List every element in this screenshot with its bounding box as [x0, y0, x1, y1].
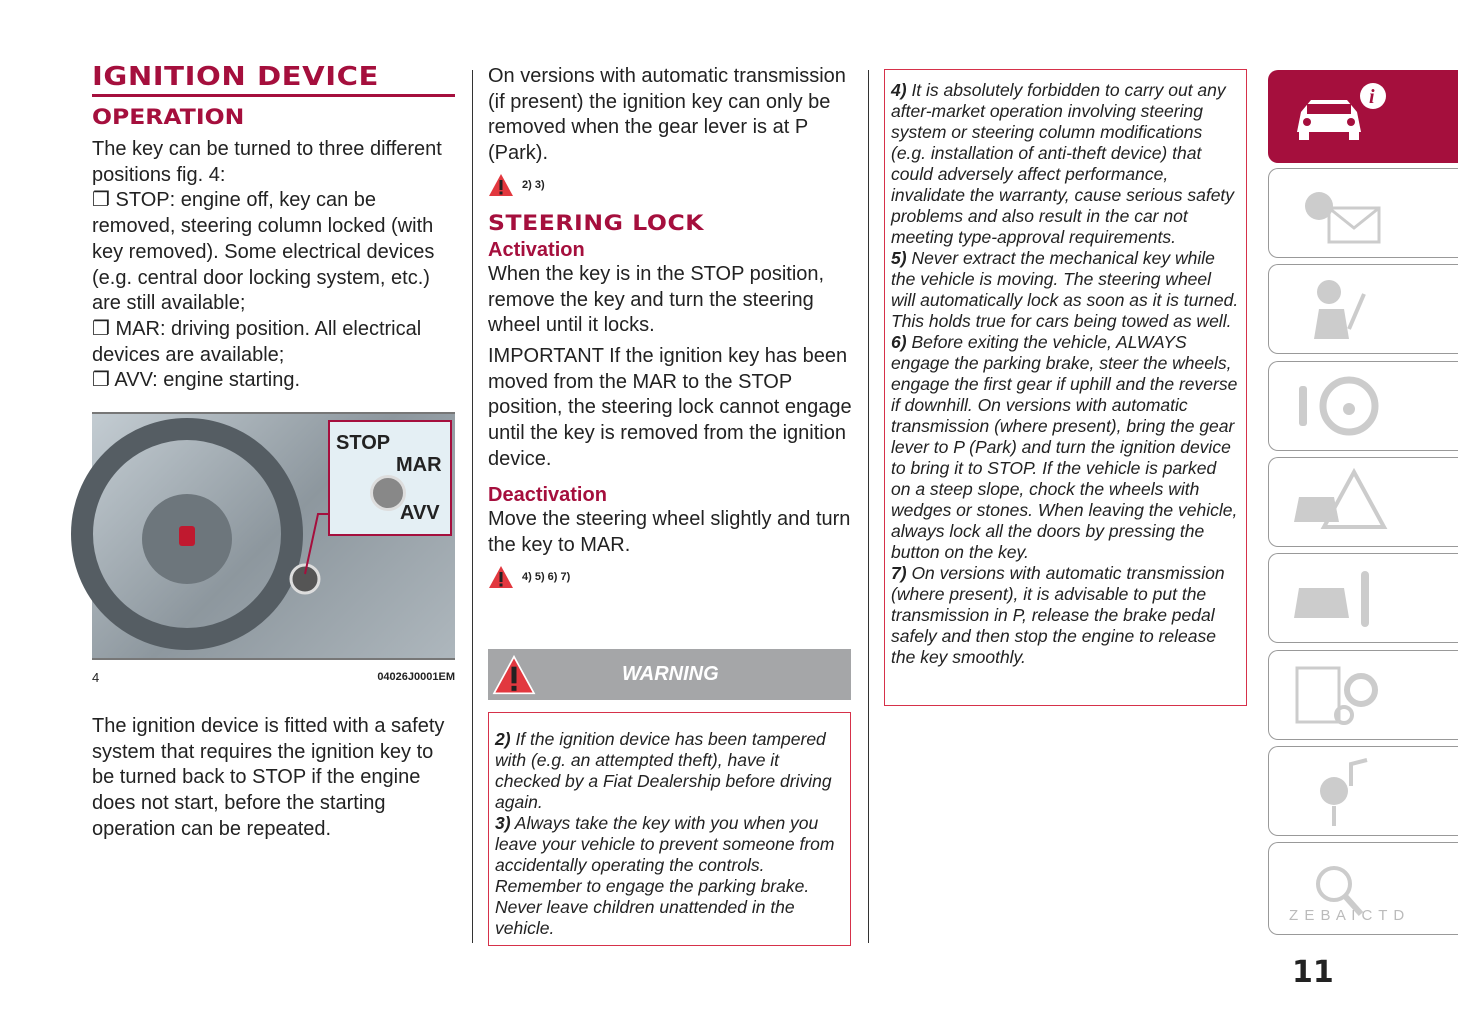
label-mar: MAR — [396, 454, 442, 476]
tab-safety[interactable] — [1268, 264, 1458, 354]
position-item: ❐ STOP: engine off, key can be removed, steering column locked (with key removed). Some electrical devices (e.g. central door locking system, etc.) are still available; — [92, 189, 435, 315]
tab-technical-data[interactable] — [1268, 650, 1458, 740]
column-divider — [868, 70, 869, 943]
warning-triangle-icon — [492, 655, 536, 695]
position-item: ❐ MAR: driving position. All electrical devices are available; — [92, 317, 422, 366]
key-steering-wheel-icon — [1289, 371, 1389, 441]
column-1 — [92, 62, 455, 394]
column-divider — [472, 70, 473, 943]
page-number: 11 — [1292, 955, 1334, 990]
outro-text: The ignition device is fitted with a safety system that requires the ignition key to be turned back to STOP if the engine does not start, before the starting operation can be repeated. — [92, 715, 445, 840]
list-gear-icon — [1289, 660, 1389, 730]
column-2 — [488, 64, 853, 595]
warning-box-continued — [884, 69, 1247, 706]
checkbox-icon: ❐ — [92, 317, 116, 340]
activation-heading: Activation — [488, 238, 585, 261]
warning-item: 4) It is absolutely forbidden to carry out any after-market operation involving steering system or steering column modifications (e.g. installation of anti-theft device) that could adversely affect performance, invalidate the warranty, cause serious safety problems and also result in the car not meeting type-approval requirements. — [891, 80, 1235, 247]
title-rule — [92, 94, 455, 97]
label-stop: STOP — [336, 432, 391, 454]
car-warning-triangle-icon — [1289, 467, 1389, 537]
tab-starting-driving[interactable] — [1268, 361, 1458, 451]
checkbox-icon: ❐ — [92, 369, 115, 392]
car-wrench-icon — [1289, 563, 1389, 633]
tab-lights-messages[interactable] — [1268, 168, 1458, 258]
svg-text:i: i — [1369, 85, 1375, 108]
warning-reference: 4) 5) 6) 7) — [488, 565, 853, 589]
key-positions-callout — [328, 420, 452, 536]
section-title: IGNITION DEVICE — [92, 62, 380, 92]
intro-text: The key can be turned to three different positions fig. 4: — [92, 138, 442, 186]
tab-emergency[interactable] — [1268, 457, 1458, 547]
activation-text: When the key is in the STOP position, remove the key and turn the steering wheel until it locks. — [488, 262, 825, 337]
important-text: IMPORTANT If the ignition key has been moved from the MAR to the STOP position, the steering lock cannot engage until the key is removed from the ignition device. — [488, 344, 852, 470]
index-letters: Z E B A I C T D — [1289, 906, 1406, 924]
warning-title: WARNING — [622, 663, 719, 685]
tab-index[interactable] — [1268, 842, 1458, 935]
warning-item: 3) Always take the key with you when you leave your vehicle to prevent someone from accidentally operating the controls. Remember to engage the parking brake. Never leave children unattended in the vehicle. — [495, 813, 835, 938]
warning-lights-message-icon — [1289, 178, 1389, 248]
tab-multimedia[interactable] — [1268, 746, 1458, 836]
subsection-title: OPERATION — [92, 105, 245, 129]
auto-transmission-text: On versions with automatic transmission (if present) the ignition key can only be removed when the gear lever is at P (Park). — [488, 65, 846, 165]
warning-item: 7) On versions with automatic transmission (where present), it is advisable to put the transmission in P, release the brake pedal safely and then stop the engine to release the key smoothly. — [891, 563, 1225, 667]
warning-item: 2) If the ignition device has been tampered with (e.g. an attempted theft), have it checked by a Fiat Dealership before driving again. — [495, 729, 832, 812]
tab-car-info[interactable] — [1268, 70, 1458, 163]
figure-number: 4 — [92, 670, 100, 685]
position-item: ❐ AVV: engine starting. — [92, 369, 301, 392]
warning-box — [488, 712, 851, 946]
figure-4 — [92, 412, 455, 660]
figure-code: 04026J0001EM — [377, 671, 455, 683]
steering-lock-title: STEERING LOCK — [488, 210, 705, 235]
seatbelt-person-icon — [1289, 274, 1389, 344]
label-avv: AVV — [400, 502, 440, 524]
warning-reference: 2) 3) — [488, 173, 853, 197]
multimedia-note-icon — [1289, 756, 1389, 826]
warning-triangle-icon — [488, 565, 514, 589]
deactivation-heading: Deactivation — [488, 484, 607, 507]
warning-item: 6) Before exiting the vehicle, ALWAYS engage the parking brake, steer the wheels, engage the first gear if uphill and the reverse if downhill. On versions with automatic transmission (where present), bring the gear lever to P (Park) and turn the ignition device to bring it to STOP. If the vehicle is parked on a steep slope, chock the wheels with wedges or stones. When leaving the vehicle, always lock all the doors by pressing the button on the key. — [891, 332, 1238, 562]
tab-maintenance[interactable] — [1268, 553, 1458, 643]
index-magnifier-icon — [1289, 854, 1406, 924]
warning-header — [488, 649, 851, 700]
car-info-icon — [1289, 82, 1389, 152]
checkbox-icon: ❐ — [92, 189, 116, 212]
warning-triangle-icon — [488, 173, 514, 197]
warning-item: 5) Never extract the mechanical key while the vehicle is moving. The steering wheel will automatically lock as soon as it is turned. This holds true for cars being towed as well. — [891, 248, 1239, 331]
deactivation-text: Move the steering wheel slightly and turn the key to MAR. — [488, 508, 851, 557]
